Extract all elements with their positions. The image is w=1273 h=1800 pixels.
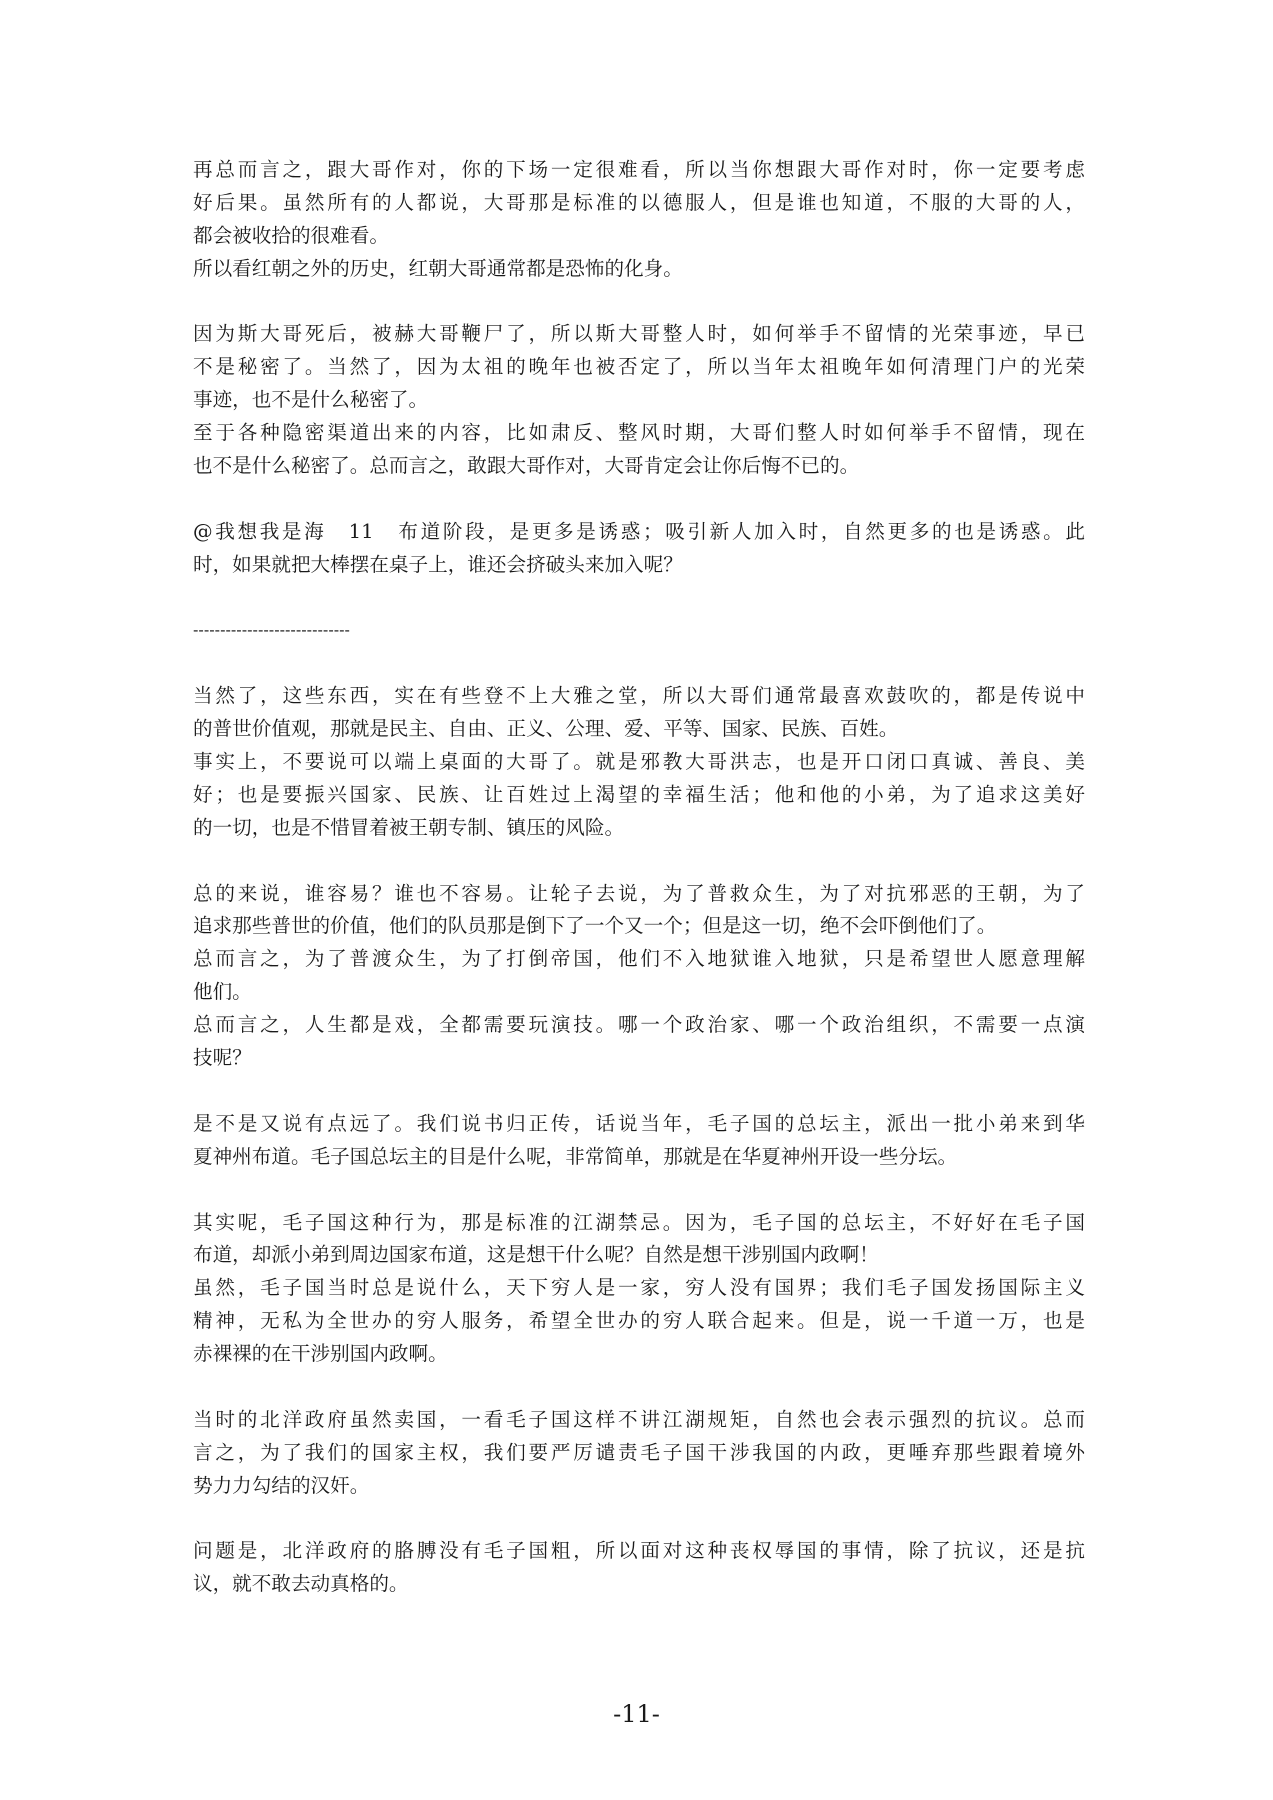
paragraph <box>193 680 1085 844</box>
separator-line: ----------------------------- <box>193 621 350 640</box>
text-line: 事迹，也不是什么秘密了。 <box>193 388 429 412</box>
body-text <box>193 154 1085 1601</box>
text-line: 他们。 <box>193 980 252 1004</box>
paragraph-gap <box>193 1075 1085 1108</box>
paragraph <box>193 154 1085 286</box>
paragraph-gap <box>193 1503 1085 1536</box>
text-line: 都会被收拾的很难看。 <box>193 223 389 247</box>
paragraph-gap <box>193 845 1085 878</box>
text-line: 问题是，北洋政府的胳膊没有毛子国粗，所以面对这种丧权辱国的事情，除了抗议，还是抗 <box>193 1539 1085 1563</box>
text-line: 所以看红朝之外的历史，红朝大哥通常都是恐怖的化身。 <box>193 256 683 280</box>
text-line: 虽然，毛子国当时总是说什么，天下穷人是一家，穷人没有国界；我们毛子国发扬国际主义 <box>193 1276 1085 1300</box>
paragraph <box>193 1535 1085 1601</box>
text-line: 也不是什么秘密了。总而言之，敢跟大哥作对，大哥肯定会让你后悔不已的。 <box>193 454 860 478</box>
text-line: 总而言之，为了普渡众生，为了打倒帝国，他们不入地狱谁入地狱，只是希望世人愿意理解 <box>193 947 1085 971</box>
paragraph-gap <box>193 1371 1085 1404</box>
page-number: -11- <box>613 1700 660 1728</box>
text-line: 技呢？ <box>193 1046 252 1070</box>
paragraph <box>193 1207 1085 1371</box>
text-line: 不是秘密了。当然了，因为太祖的晚年也被否定了，所以当年太祖晚年如何清理门户的光荣 <box>193 355 1085 379</box>
text-line: 布道，却派小弟到周边国家布道，这是想干什么呢？自然是想干涉别国内政啊！ <box>193 1243 879 1267</box>
text-line: @我想我是海 11 布道阶段，是更多是诱惑；吸引新人加入时，自然更多的也是诱惑。此 <box>193 519 1085 543</box>
paragraph <box>193 516 1085 582</box>
text-line: 事实上，不要说可以端上桌面的大哥了。就是邪教大哥洪志，也是开口闭口真诚、善良、美 <box>193 750 1085 774</box>
text-line: 总而言之，人生都是戏，全都需要玩演技。哪一个政治家、哪一个政治组织，不需要一点演 <box>193 1013 1085 1037</box>
text-line: 的一切，也是不惜冒着被王朝专制、镇压的风险。 <box>193 815 625 839</box>
paragraph-gap <box>193 483 1085 516</box>
paragraph <box>193 1404 1085 1503</box>
text-line: 夏神州布道。毛子国总坛主的目是什么呢，非常简单，那就是在华夏神州开设一些分坛。 <box>193 1144 958 1168</box>
text-line: 赤裸裸的在干涉别国内政啊。 <box>193 1342 448 1366</box>
paragraph <box>193 878 1085 1075</box>
text-line: 议，就不敢去动真格的。 <box>193 1572 409 1596</box>
text-line: 其实呢，毛子国这种行为，那是标准的江湖禁忌。因为，毛子国的总坛主，不好好在毛子国 <box>193 1210 1085 1234</box>
text-line: 好；也是要振兴国家、民族、让百姓过上渴望的幸福生活；他和他的小弟，为了追求这美好 <box>193 782 1085 806</box>
text-line: 时，如果就把大棒摆在桌子上，谁还会挤破头来加入呢？ <box>193 552 683 576</box>
text-line: 因为斯大哥死后，被赫大哥鞭尸了，所以斯大哥整人时，如何举手不留情的光荣事迹，早已 <box>193 322 1085 346</box>
text-line: 是不是又说有点远了。我们说书归正传，话说当年，毛子国的总坛主，派出一批小弟来到华 <box>193 1111 1085 1135</box>
text-line: 至于各种隐密渠道出来的内容，比如肃反、整风时期，大哥们整人时如何举手不留情，现在 <box>193 421 1085 445</box>
text-line: 的普世价值观，那就是民主、自由、正义、公理、爱、平等、国家、民族、百姓。 <box>193 717 899 741</box>
paragraph <box>193 1108 1085 1174</box>
text-line: 精神，无私为全世办的穷人服务，希望全世办的穷人联合起来。但是，说一千道一万，也是 <box>193 1309 1085 1333</box>
text-line: 势力力勾结的汉奸。 <box>193 1473 370 1497</box>
text-line: 言之，为了我们的国家主权，我们要严厉谴责毛子国干涉我国的内政，更唾弃那些跟着境外 <box>193 1440 1085 1464</box>
paragraph <box>193 318 1085 482</box>
text-line: 好后果。虽然所有的人都说，大哥那是标准的以德服人，但是谁也知道，不服的大哥的人， <box>193 190 1085 214</box>
separator-rule <box>193 614 1085 647</box>
paragraph-gap <box>193 1174 1085 1207</box>
text-line: 再总而言之，跟大哥作对，你的下场一定很难看，所以当你想跟大哥作对时，你一定要考虑 <box>193 158 1085 181</box>
paragraph-gap <box>193 582 1085 615</box>
text-line: 追求那些普世的价值，他们的队员那是倒下了一个又一个；但是这一切，绝不会吓倒他们了。 <box>193 914 997 938</box>
paragraph-gap <box>193 286 1085 319</box>
paragraph-gap <box>193 647 1085 680</box>
text-line: 当时的北洋政府虽然卖国，一看毛子国这样不讲江湖规矩，自然也会表示强烈的抗议。总而 <box>193 1407 1085 1431</box>
text-line: 总的来说，谁容易？谁也不容易。让轮子去说，为了普救众生，为了对抗邪恶的王朝，为了 <box>193 881 1085 905</box>
text-line: 当然了，这些东西，实在有些登不上大雅之堂，所以大哥们通常最喜欢鼓吹的，都是传说中 <box>193 684 1085 708</box>
